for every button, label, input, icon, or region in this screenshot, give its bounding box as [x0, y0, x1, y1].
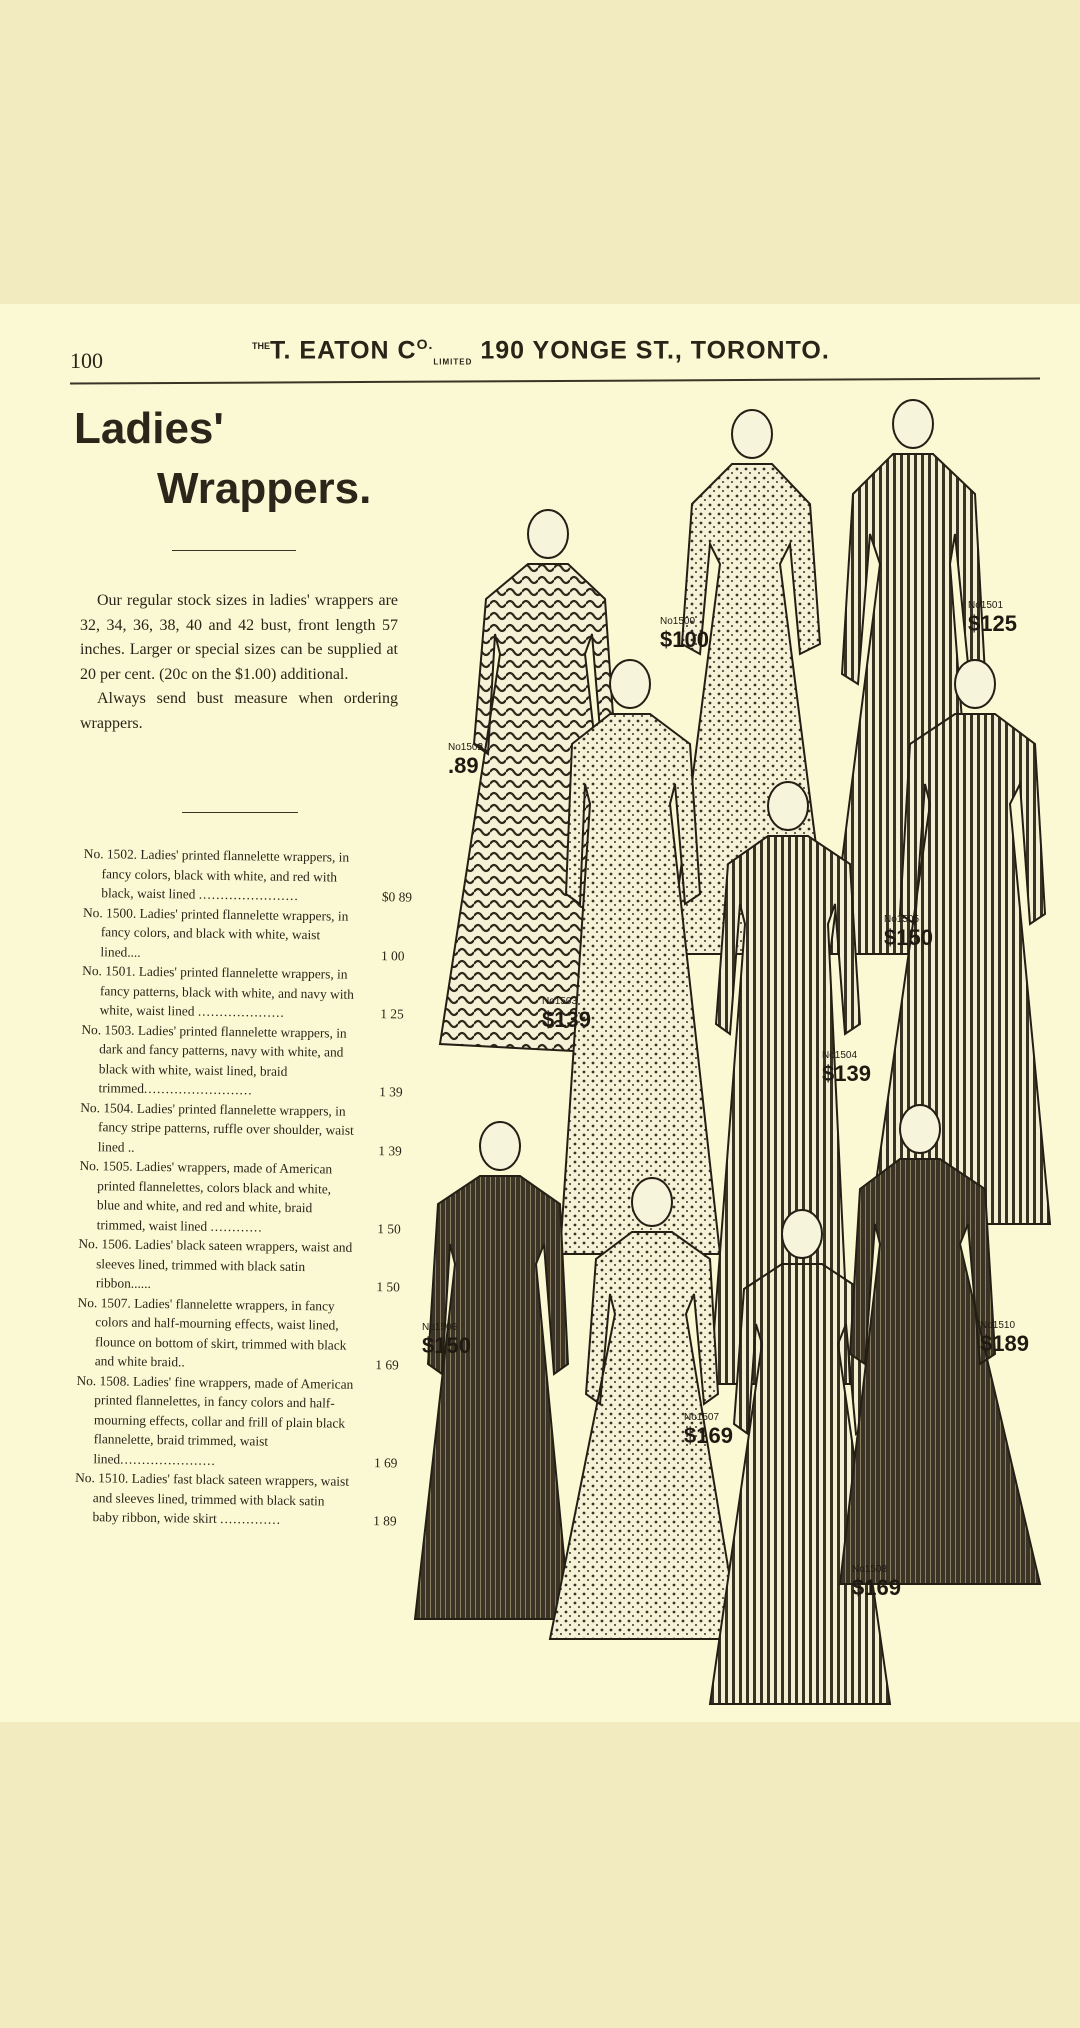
page-header: [252, 336, 830, 366]
tag-1500: No1500 $100: [660, 616, 709, 652]
header-rule: [70, 377, 1040, 384]
page-number: 100: [70, 348, 103, 373]
tag-1507: No1507 $169: [684, 1412, 733, 1448]
tag-1505: No1505 $150: [884, 914, 933, 950]
item-price: 1 00: [380, 947, 405, 963]
list-item: No. 1505. Ladies' wrappers, made of American printed flannelettes, colors black and white, blue and white, and red and white, braid trimmed, waist lined ............ 1 50: [79, 1156, 410, 1239]
list-item: No. 1504. Ladies' printed flannelette wrappers, in fancy stripe patterns, ruffle over shoulder, waist lined .. 1 39: [80, 1097, 411, 1160]
tag-1506: No1506 $150: [422, 1322, 471, 1358]
tag-1503: No1503 $139: [542, 996, 591, 1032]
header-company: T. EATON C: [270, 336, 417, 365]
header-address: 190 YONGE ST., TORONTO.: [480, 336, 830, 365]
list-item: No. 1510. Ladies' fast black sateen wrappers, waist and sleeves lined, trimmed with black satin baby ribbon, wide skirt .............. 1 89: [74, 1468, 405, 1531]
page-title-line2: Wrappers.: [157, 464, 372, 513]
list-item: No. 1500. Ladies' printed flannelette wrappers, in fancy colors, and black with white, waist lined.... 1 00: [82, 902, 413, 965]
tag-1504: No1504 $139: [822, 1050, 871, 1086]
tag-1502: No1502 .89: [448, 742, 484, 778]
tag-1501: No1501 $125: [968, 600, 1017, 636]
list-item: No. 1507. Ladies' flannelette wrappers, in fancy colors and half-mourning effects, waist lined, flounce on bottom of skirt, trimmed with black and white braid.. 1 69: [77, 1292, 408, 1375]
list-item: No. 1508. Ladies' fine wrappers, made of American printed flannelettes, in fancy colors and half-mourning effects, collar and frill of plain black flannelette, braid trimmed, waist lined...................... 1 69: [75, 1370, 406, 1472]
intro-paragraph-1: Our regular stock sizes in ladies' wrappers are 32, 34, 36, 38, 40 and 42 bust, front length 57 inches. Larger or special sizes can be supplied at 20 per cent. (20c on the $1.00) additional.: [80, 592, 398, 683]
item-price: 1 39: [378, 1142, 402, 1158]
item-price: $0 89: [381, 889, 413, 905]
item-price: 1 69: [373, 1454, 398, 1470]
intro-text: [80, 589, 398, 736]
header-co-sup: O.: [416, 336, 434, 352]
intro-paragraph-2: Always send bust measure when ordering wrappers.: [80, 690, 398, 732]
list-item: No. 1501. Ladies' printed flannelette wrappers, in fancy patterns, black with white, and navy with white, waist lined .................... 1 25: [82, 961, 413, 1024]
list-item: No. 1502. Ladies' printed flannelette wrappers, in fancy colors, black with white, and red with black, waist lined ....................... $0 89: [83, 844, 414, 907]
tag-1508: No1508 $169: [852, 1564, 901, 1600]
wrappers-illustration: [410, 394, 1060, 1714]
item-price: 1 39: [379, 1084, 403, 1100]
list-item: No. 1506. Ladies' black sateen wrappers, waist and sleeves lined, trimmed with black satin ribbon...... 1 50: [78, 1234, 409, 1297]
item-list: [74, 844, 413, 1531]
tag-1510: No1510 $189: [980, 1320, 1029, 1356]
item-price: 1 50: [376, 1279, 400, 1295]
intro-divider: [182, 812, 298, 813]
item-price: 1 89: [373, 1513, 397, 1529]
header-the: THE: [252, 341, 270, 351]
list-item: No. 1503. Ladies' printed flannelette wrappers, in dark and fancy patterns, navy with white, and black with white, waist lined, braid trimmed......................... 1 39: [80, 1019, 411, 1102]
item-price: 1 69: [375, 1357, 399, 1373]
title-divider: [172, 550, 296, 551]
item-price: 1 25: [380, 1006, 404, 1022]
page-title-line1: Ladies': [74, 404, 224, 453]
top-band: [0, 0, 1080, 304]
bottom-band: [0, 1722, 1080, 2028]
header-limited: LIMITED: [433, 357, 473, 367]
item-price: 1 50: [377, 1220, 401, 1236]
catalog-page: [0, 304, 1080, 1722]
figure-1506: [415, 1122, 570, 1619]
